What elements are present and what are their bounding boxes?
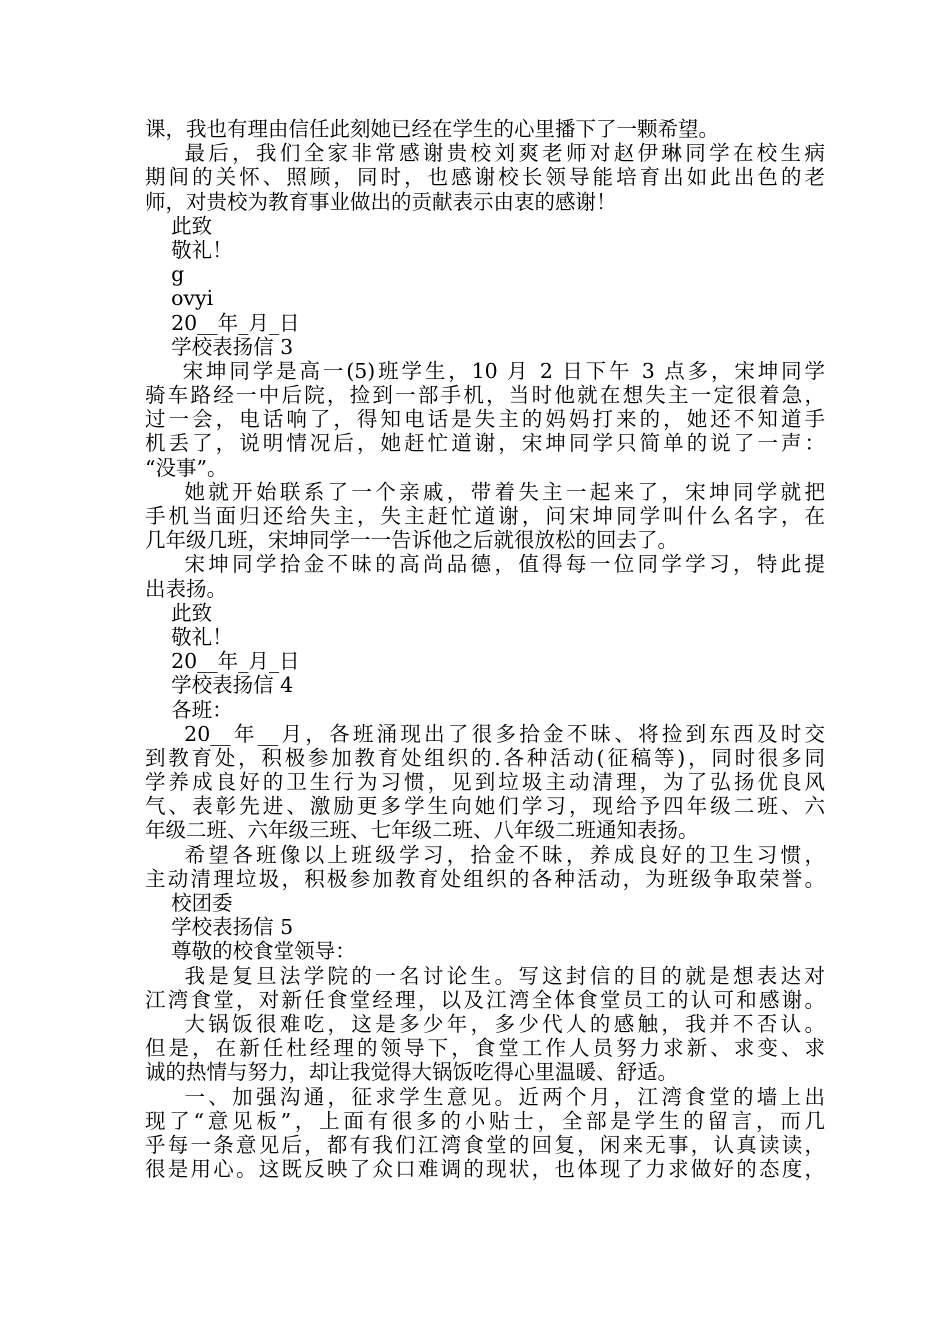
text-line: 到教育处，积极参加教育处组织的.各种活动(征稿等)，同时很多同 [145,745,825,770]
text-line: 此致 [145,213,213,238]
text-line: 诚的热情与努力，却让我觉得大锅饭吃得心里温暖、舒适。 [145,1060,678,1085]
text-line: 此致 [145,600,213,625]
text-line: 宋坤同学是高一(5)班学生，10 月 2 日下午 3 点多，宋坤同学 [145,358,825,383]
text-line: 机丢了，说明情况后，她赶忙道谢，宋坤同学只简单的说了一声： [145,431,825,456]
text-line: 过一会，电话响了，得知电话是失主的妈妈打来的，她还不知道手 [145,407,825,432]
text-line: 乎每一条意见后，都有我们江湾食堂的回复，闲来无事，认真读读， [145,1132,825,1157]
text-line: 我是复旦法学院的一名讨论生。写这封信的目的就是想表达对 [145,963,825,988]
text-line: g [145,262,185,287]
text-line: 很是用心。这既反映了众口难调的现状，也体现了力求做好的态度， [145,1157,825,1182]
text-line: 20__年__月，各班涌现出了很多拾金不昧、将捡到东西及时交 [145,721,825,746]
text-line: 校团委 [145,891,233,915]
text-line: 出表扬。 [145,576,227,601]
text-line: 敬礼！ [145,624,233,649]
text-line: 20__年_月_日 [145,310,300,335]
text-line: 学校表扬信 3 [145,334,294,359]
text-line: 尊敬的校食堂领导： [145,939,356,964]
text-line: 学校表扬信 5 [145,915,294,940]
text-line: 但是，在新任杜经理的领导下，食堂工作人员努力求新、求变、求 [145,1036,825,1061]
text-line: 学校表扬信 4 [145,673,294,698]
text-line: 江湾食堂，对新任食堂经理，以及江湾全体食堂员工的认可和感谢。 [145,987,825,1012]
text-line: 她就开始联系了一个亲戚，带着失主一起来了，宋坤同学就把 [145,479,825,504]
text-line: 骑车路经一中后院，捡到一部手机，当时他就在想失主一定很着急， [145,383,825,408]
text-line: “没事”。 [145,455,228,480]
text-line: 最后，我们全家非常感谢贵校刘爽老师对赵伊琳同学在校生病 [145,141,825,166]
text-line: 师，对贵校为教育事业做出的贡献表示由衷的感谢！ [145,189,617,214]
text-line: 20__年_月_日 [145,649,300,674]
text-line: 主动清理垃圾，积极参加教育处组织的各种活动，为班级争取荣誉。 [145,866,825,891]
document-body [145,117,825,1181]
text-line: 手机当面归还给失主，失主赶忙道谢，问宋坤同学叫什么名字，在 [145,504,825,528]
text-line: 年级二班、六年级三班、七年级二班、八年级二班通知表扬。 [145,818,699,843]
text-line: 希望各班像以上班级学习，拾金不昧，养成良好的卫生习惯， [145,842,825,867]
text-line: 几年级几班，宋坤同学一一告诉他之后就很放松的回去了。 [145,528,678,553]
text-line: 课，我也有理由信任此刻她已经在学生的心里播下了一颗希望。 [145,117,719,141]
text-line: 各班： [145,697,233,722]
text-line: 学养成良好的卫生行为习惯，见到垃圾主动清理，为了弘扬优良风 [145,770,825,795]
text-line: 大锅饭很难吃，这是多少年，多少代人的感触，我并不否认。 [145,1011,825,1036]
text-line: 期间的关怀、照顾，同时，也感谢校长领导能培育出如此出色的老 [145,165,825,190]
text-line: 气、表彰先进、激励更多学生向她们学习，现给予四年级二班、六 [145,794,825,819]
text-line: 一、加强沟通，征求学生意见。近两个月，江湾食堂的墙上出 [145,1084,825,1109]
text-line: 敬礼！ [145,237,233,262]
text-line: 宋坤同学拾金不昧的高尚品德，值得每一位同学学习，特此提 [145,552,825,577]
text-line: 现了“意见板”，上面有很多的小贴士，全部是学生的留言，而几 [145,1108,825,1133]
text-line: ovyi [145,286,214,311]
